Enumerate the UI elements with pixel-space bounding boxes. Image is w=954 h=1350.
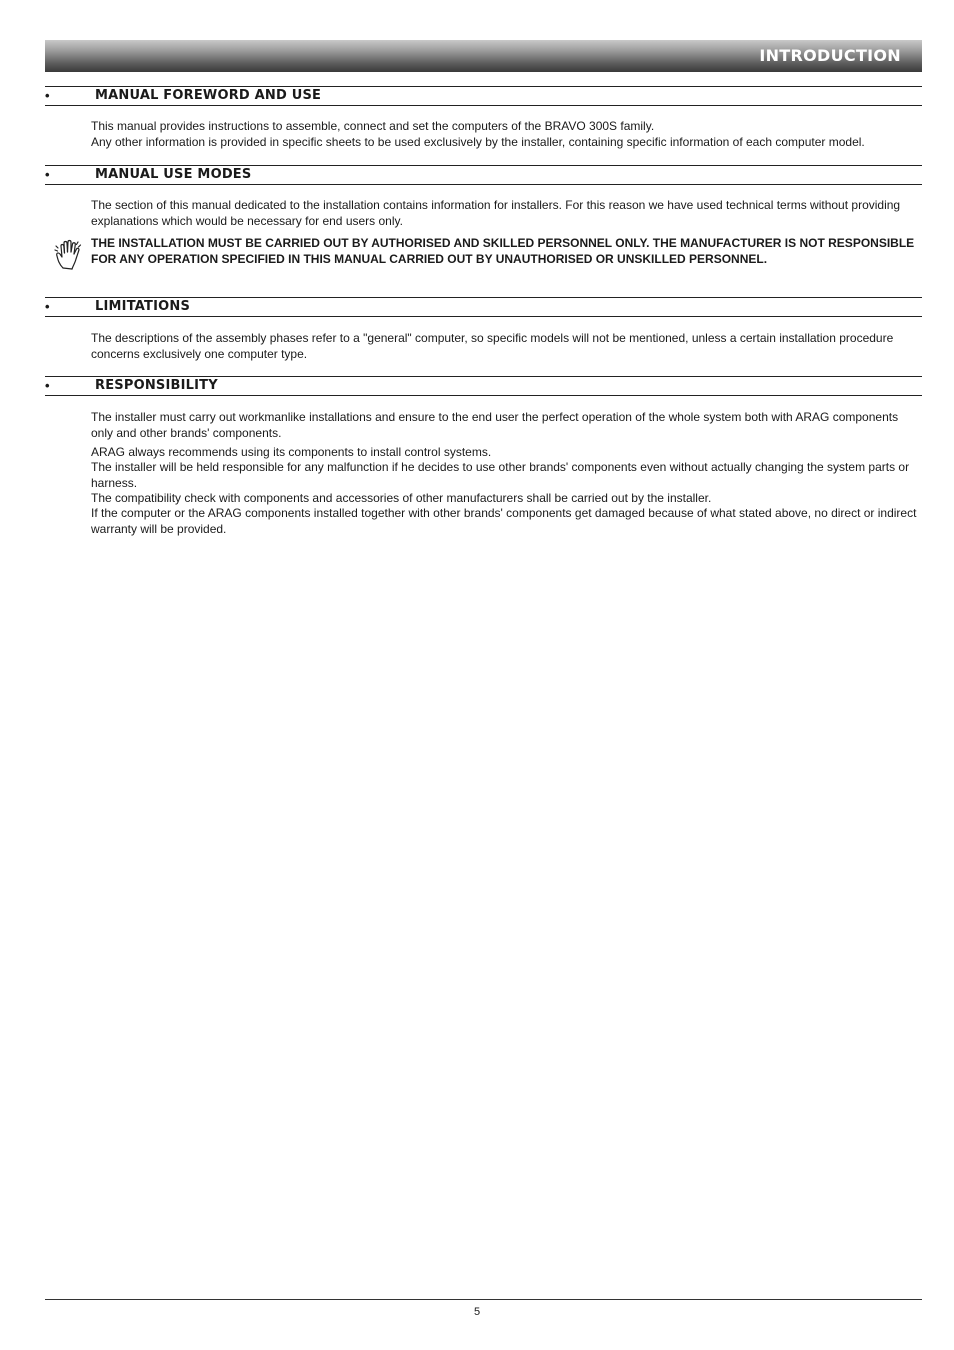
paragraph: The installer must carry out workmanlike installations and ensure to the end user the perfect operation of the whole system both with ARAG components only and other brands' components. <box>91 410 899 440</box>
paragraph: ARAG always recommends using its components to install control systems. <box>91 445 492 459</box>
page-number: 5 <box>473 1306 481 1318</box>
bullet: • <box>45 299 50 314</box>
section-heading-responsibility <box>45 376 922 396</box>
warning-text: THE INSTALLATION MUST BE CARRIED OUT BY AUTHORISED AND SKILLED PERSONNEL ONLY. THE MANUFACTURER IS NOT RESPONSIBLE FOR ANY OPERATION SPECIFIED IN THIS MANUAL CARRIED OUT BY UNAUTHORISED OR UNSKILLED PERSONNEL. <box>91 236 915 266</box>
hand-stop-icon <box>54 238 82 272</box>
paragraph: The compatibility check with components and accessories of other manufacturers shall be carried out by the installer. <box>91 491 712 505</box>
bullet: • <box>45 88 50 103</box>
section-title: MANUAL FOREWORD AND USE <box>95 88 322 103</box>
paragraph: This manual provides instructions to assemble, connect and set the computers of the BRAVO 300S family. <box>91 119 655 133</box>
section-heading-use-modes <box>45 165 922 185</box>
paragraph: The section of this manual dedicated to the installation contains information for installers. For this reason we have used technical terms without providing explanations which would be necessary for end users only. <box>91 198 901 228</box>
page-header-bar <box>45 40 922 72</box>
paragraph: The installer will be held responsible for any malfunction if he decides to use other brands' components even without actually changing the system parts or harness. <box>91 460 910 490</box>
section-heading-limitations <box>45 297 922 317</box>
page-title: INTRODUCTION <box>759 46 901 65</box>
section-heading-foreword <box>45 86 922 106</box>
section-title: LIMITATIONS <box>95 299 191 314</box>
paragraph: The descriptions of the assembly phases refer to a "general" computer, so specific models will not be mentioned, unless a certain installation procedure concerns exclusively one computer type. <box>91 331 894 361</box>
paragraph: If the computer or the ARAG components installed together with other brands' components get damaged because of what stated above, no direct or indirect warranty will be provided. <box>91 506 917 536</box>
section-title: MANUAL USE MODES <box>95 167 252 182</box>
bullet: • <box>45 167 50 182</box>
section-title: RESPONSIBILITY <box>95 378 218 393</box>
footer-divider <box>45 1299 922 1300</box>
paragraph: Any other information is provided in specific sheets to be used exclusively by the installer, containing specific information of each computer model. <box>91 135 865 149</box>
bullet: • <box>45 378 50 393</box>
